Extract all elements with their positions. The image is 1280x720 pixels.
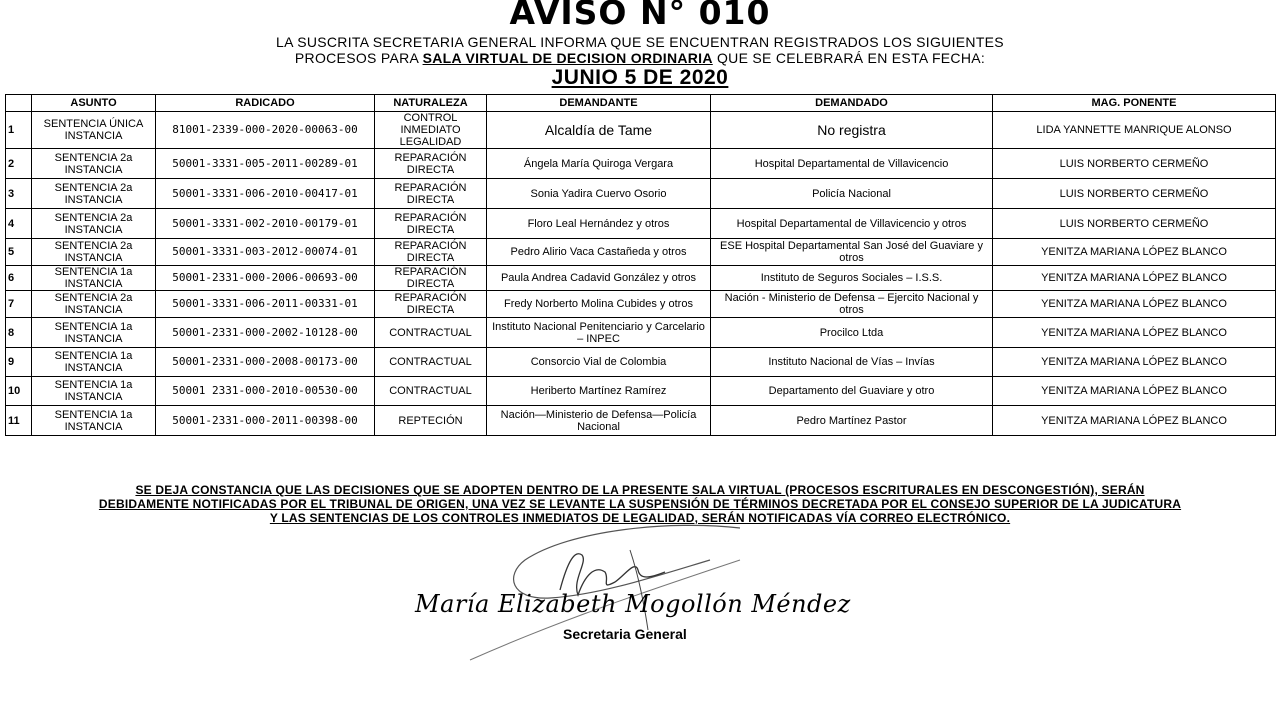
cell-radicado: 50001-2331-000-2011-00398-00 (156, 406, 375, 436)
cell-n: 11 (6, 406, 32, 436)
table-row (6, 209, 1276, 239)
cell-naturaleza: REPARACIÓN DIRECTA (375, 209, 487, 239)
cell-radicado: 50001-2331-000-2006-00693-00 (156, 266, 375, 291)
table-row (6, 112, 1276, 149)
column-header: DEMANDADO (711, 95, 993, 112)
process-table (5, 94, 1276, 436)
cell-n: 8 (6, 318, 32, 348)
cell-demandado: Instituto de Seguros Sociales – I.S.S. (711, 266, 993, 291)
column-header: MAG. PONENTE (993, 95, 1276, 112)
cell-n: 4 (6, 209, 32, 239)
table-row (6, 291, 1276, 318)
cell-asunto: SENTENCIA 1a INSTANCIA (32, 406, 156, 436)
cell-demandante: Alcaldía de Tame (487, 112, 711, 149)
cell-ponente: LUIS NORBERTO CERMEÑO (993, 209, 1276, 239)
cell-n: 7 (6, 291, 32, 318)
notice-line-3: Y LAS SENTENCIAS DE LOS CONTROLES INMEDIATOS DE LEGALIDAD, SERÁN NOTIFICADAS VÍA CORREO ELECTRÓNICO. (269, 511, 1011, 525)
cell-demandado: Policía Nacional (711, 179, 993, 209)
cell-asunto: SENTENCIA 2a INSTANCIA (32, 291, 156, 318)
cell-demandado: Procilco Ltda (711, 318, 993, 348)
cell-demandado: Hospital Departamental de Villavicencio y otros (711, 209, 993, 239)
cell-demandado: ESE Hospital Departamental San José del Guaviare y otros (711, 239, 993, 266)
cell-naturaleza: CONTRACTUAL (375, 348, 487, 377)
cell-radicado: 50001-3331-005-2011-00289-01 (156, 149, 375, 179)
cell-demandante: Paula Andrea Cadavid González y otros (487, 266, 711, 291)
cell-naturaleza: REPARACIÓN DIRECTA (375, 179, 487, 209)
cell-asunto: SENTENCIA 1a INSTANCIA (32, 318, 156, 348)
cell-radicado: 50001-3331-006-2011-00331-01 (156, 291, 375, 318)
cell-demandado: Pedro Martínez Pastor (711, 406, 993, 436)
cell-asunto: SENTENCIA 2a INSTANCIA (32, 209, 156, 239)
cell-ponente: LUIS NORBERTO CERMEÑO (993, 149, 1276, 179)
cell-ponente: LIDA YANNETTE MANRIQUE ALONSO (993, 112, 1276, 149)
cell-asunto: SENTENCIA 2a INSTANCIA (32, 149, 156, 179)
table-row (6, 348, 1276, 377)
cell-demandante: Floro Leal Hernández y otros (487, 209, 711, 239)
cell-n: 6 (6, 266, 32, 291)
column-header: ASUNTO (32, 95, 156, 112)
cell-radicado: 50001-2331-000-2008-00173-00 (156, 348, 375, 377)
signer-role: Secretaria General (563, 626, 687, 642)
cell-asunto: SENTENCIA ÚNICA INSTANCIA (32, 112, 156, 149)
cell-ponente: YENITZA MARIANA LÓPEZ BLANCO (993, 239, 1276, 266)
column-header: RADICADO (156, 95, 375, 112)
cell-demandado: Instituto Nacional de Vías – Invías (711, 348, 993, 377)
cell-demandado: No registra (711, 112, 993, 149)
notice-block (0, 483, 1280, 525)
cell-ponente: LUIS NORBERTO CERMEÑO (993, 179, 1276, 209)
cell-radicado: 50001 2331-000-2010-00530-00 (156, 377, 375, 406)
table-row (6, 318, 1276, 348)
table-row (6, 377, 1276, 406)
table-body (6, 112, 1276, 436)
cell-n: 3 (6, 179, 32, 209)
cell-radicado: 50001-3331-003-2012-00074-01 (156, 239, 375, 266)
cell-naturaleza: REPARACIÓN DIRECTA (375, 291, 487, 318)
cell-demandante: Sonia Yadira Cuervo Osorio (487, 179, 711, 209)
cell-radicado: 50001-3331-002-2010-00179-01 (156, 209, 375, 239)
cell-ponente: YENITZA MARIANA LÓPEZ BLANCO (993, 348, 1276, 377)
cell-demandante: Consorcio Vial de Colombia (487, 348, 711, 377)
intro-line-1: LA SUSCRITA SECRETARIA GENERAL INFORMA QUE SE ENCUENTRAN REGISTRADOS LOS SIGUIENTES (276, 34, 1004, 50)
notice-line-1: SE DEJA CONSTANCIA QUE LAS DECISIONES QUE SE ADOPTEN DENTRO DE LA PRESENTE SALA VIRTUAL (PROCESOS ESCRITURALES EN DESCONGESTIÓN), SERÁN (135, 483, 1145, 497)
column-header: NATURALEZA (375, 95, 487, 112)
cell-asunto: SENTENCIA 1a INSTANCIA (32, 266, 156, 291)
signer-name: María Elizabeth Mogollón Méndez (415, 590, 851, 618)
intro-line-2 (0, 50, 1280, 66)
cell-ponente: YENITZA MARIANA LÓPEZ BLANCO (993, 291, 1276, 318)
cell-demandante: Nación—Ministerio de Defensa—Policía Nacional (487, 406, 711, 436)
cell-radicado: 50001-3331-006-2010-00417-01 (156, 179, 375, 209)
column-header (6, 95, 32, 112)
cell-naturaleza: REPARACIÓN DIRECTA (375, 266, 487, 291)
cell-ponente: YENITZA MARIANA LÓPEZ BLANCO (993, 406, 1276, 436)
cell-ponente: YENITZA MARIANA LÓPEZ BLANCO (993, 266, 1276, 291)
session-type: SALA VIRTUAL DE DECISION ORDINARIA (422, 50, 713, 66)
column-header: DEMANDANTE (487, 95, 711, 112)
cell-naturaleza: REPARACIÓN DIRECTA (375, 239, 487, 266)
cell-asunto: SENTENCIA 1a INSTANCIA (32, 377, 156, 406)
intro-line-2-end: QUE SE CELEBRARÁ EN ESTA FECHA: (712, 50, 986, 66)
cell-n: 9 (6, 348, 32, 377)
cell-n: 2 (6, 149, 32, 179)
cell-demandante: Pedro Alirio Vaca Castañeda y otros (487, 239, 711, 266)
table-row (6, 179, 1276, 209)
cell-radicado: 50001-2331-000-2002-10128-00 (156, 318, 375, 348)
cell-naturaleza: REPTECIÓN (375, 406, 487, 436)
cell-demandante: Heriberto Martínez Ramírez (487, 377, 711, 406)
cell-n: 1 (6, 112, 32, 149)
cell-asunto: SENTENCIA 1a INSTANCIA (32, 348, 156, 377)
cell-asunto: SENTENCIA 2a INSTANCIA (32, 179, 156, 209)
cell-naturaleza: CONTRACTUAL (375, 377, 487, 406)
cell-n: 5 (6, 239, 32, 266)
notice-title: AVISO N° 010 (509, 0, 771, 32)
table-row (6, 266, 1276, 291)
table-row (6, 406, 1276, 436)
intro-line-2-start: PROCESOS PARA (294, 50, 423, 66)
cell-demandado: Nación - Ministerio de Defensa – Ejercito Nacional y otros (711, 291, 993, 318)
table-row (6, 149, 1276, 179)
cell-ponente: YENITZA MARIANA LÓPEZ BLANCO (993, 377, 1276, 406)
cell-demandante: Fredy Norberto Molina Cubides y otros (487, 291, 711, 318)
cell-naturaleza: REPARACIÓN DIRECTA (375, 149, 487, 179)
table-row (6, 239, 1276, 266)
cell-naturaleza: CONTROL INMEDIATO LEGALIDAD (375, 112, 487, 149)
cell-asunto: SENTENCIA 2a INSTANCIA (32, 239, 156, 266)
cell-demandante: Instituto Nacional Penitenciario y Carcelario – INPEC (487, 318, 711, 348)
cell-ponente: YENITZA MARIANA LÓPEZ BLANCO (993, 318, 1276, 348)
cell-radicado: 81001-2339-000-2020-00063-00 (156, 112, 375, 149)
cell-n: 10 (6, 377, 32, 406)
cell-demandado: Departamento del Guaviare y otro (711, 377, 993, 406)
session-date: JUNIO 5 DE 2020 (551, 66, 729, 89)
notice-line-2: DEBIDAMENTE NOTIFICADAS POR EL TRIBUNAL DE ORIGEN, UNA VEZ SE LEVANTE LA SUSPENSIÓN DE TÉRMINOS DECRETADA POR EL CONSEJO SUPERIOR DE LA JUDICATURA (98, 497, 1182, 511)
cell-demandado: Hospital Departamental de Villavicencio (711, 149, 993, 179)
cell-naturaleza: CONTRACTUAL (375, 318, 487, 348)
cell-demandante: Ángela María Quiroga Vergara (487, 149, 711, 179)
table-header-row (6, 95, 1276, 112)
